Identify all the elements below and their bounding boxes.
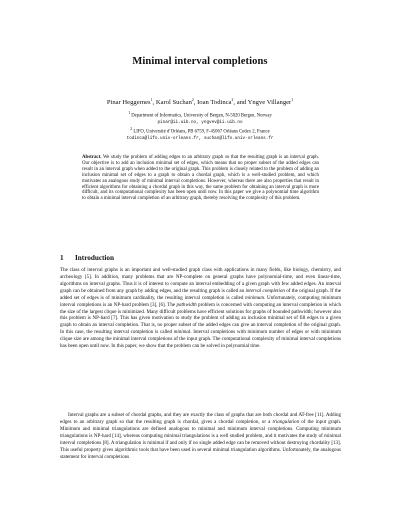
body-paragraph-1 [60,267,341,350]
paper-title: Minimal interval completions [132,56,268,67]
section-number: 1 [60,254,64,262]
paragraph-text: of the input graph. Minimum and minimal triangulations are defined analogous to minimal and minimum interval completions. Computing minimum triangulations is NP-hard [14], whereas computing minimal triangulations is a well studied problem, and it motivates the study of minimal interval completions [8]. A triangulation is minimal if and only if no single added edge can be removed without destroying chordality [13]. This useful property gives algorithmic tools that have been used in several minimal triangulation algorithms. Unfortunately, the analogous statement for interval completions [60,418,341,460]
paragraph-text: problem is concerned with computing an interval completion in which the size of the largest clique is minimized. Many difficult problems have efficient solutions for graphs of bounded pathwidth; however also this problem is NP-hard [7]. This has given motivation to study the problem of adding an inclusion minimal set of fill edges to a given graph to obtain an interval completion. That is, no proper subset of the added edges can give an interval completion of the original graph. In this case, the resulting interval completion is called [60,301,341,336]
paragraph-text: of the original graph. If the added set of edges is of minimum cardinality, the resulting interval completion is called [60,287,341,301]
emphasized-term: interval completion [245,287,285,294]
affiliation-2 [0,129,400,142]
author-affil-mark: 1 [150,97,153,102]
emphasized-term: pathwidth [176,301,197,308]
affiliation-email: todinca@lifo.univ-orleans.fr, suchan@lifo.univ-orleans.fr [126,135,274,141]
author-name: Pinar Heggernes [106,99,151,106]
emphasized-term: minimum [245,294,264,301]
abstract [82,155,319,202]
author-separator: , [152,99,156,106]
section-heading [60,254,114,262]
author-affil-mark: 2 [191,97,194,102]
author-affil-mark: 1 [291,97,294,102]
paragraph-text: Interval graphs are a subset of chordal graphs, and they are exactly the class of graphs that are both chordal and AT-free [11]. Adding edges to an arbitrary graph so that the resulting graph is chordal, gives a chordal completion, or a [60,412,341,425]
paragraph-text: The class of interval graphs is an important and well-studied graph class with applications in many fields, like biology, chemistry, and archeology [5]. In addition, many problems that are NP-complete on general graphs have polynomial-time, and even linear-time, algorithms on interval graphs. Thus it is of interest to compute an interval embedding of a given graph with few added edges. An interval graph can be obtained from any graph by adding edges, and the resulting graph is called an [60,267,341,294]
affiliation-1 [0,113,400,126]
affiliation-text: LIFO, Université d’Orléans, PB 6759, F-45067 Orléans Cedex 2, France [133,129,270,135]
paragraph-text: . Interval completions with minimum number of edges or with minimum clique size are among the minimal interval completions of the input graph. The computational complexity of minimal interval completions has been open until now. In this paper, we show that the problem can be solved in polynomial time. [60,329,341,350]
author-name: Ioan Todinca [197,99,232,106]
author-affil-mark: 2 [231,97,234,102]
emphasized-term: triangulation [272,418,300,425]
emphasized-term: minimal [173,329,191,336]
author-list [0,99,400,106]
author-name: Yngve Villanger [247,99,292,106]
author-separator: , [193,99,198,106]
author-name: Karol Suchan [155,99,192,106]
affiliation-mark: 1 [128,111,131,115]
author-separator: , and [233,99,248,106]
body-paragraph-2 [60,412,341,460]
abstract-label: Abstract. [82,155,102,160]
affiliation-email: pinar@ii.uib.no, yngvev@ii.uib.no [157,119,243,125]
section-title: Introduction [75,254,115,262]
affiliation-mark: 2 [130,127,133,131]
paragraph-text: . Unfortunately, computing minimum interval completions is an NP-hard problem [3], [6]. The [60,294,341,308]
affiliation-text: Department of Informatics, University of Bergen, N-5020 Bergen, Norway [131,113,272,119]
abstract-text: We study the problem of adding edges to an arbitrary graph so that the resulting graph is an interval graph. Our objective is to add an inclusion minimal set of edges, which means that no proper subset of the added edges can result in an interval graph when added to the original graph. This problem is closely related to the problem of adding an inclusion minimal set of edges to a graph to obtain a chordal graph, which is a well-studied problem, and which motivates an analogous study of minimal interval completions. However, whereas there are also properties that result in efficient algorithms for obtaining a chordal graph in this way, the same problem for obtaining an interval graph is more difficult, and its computational complexity has been open until now. In this paper we give a polynomial time algorithm to obtain a minimal interval completion of an arbitrary graph, thereby resolving the complexity of this problem. [82,155,319,202]
